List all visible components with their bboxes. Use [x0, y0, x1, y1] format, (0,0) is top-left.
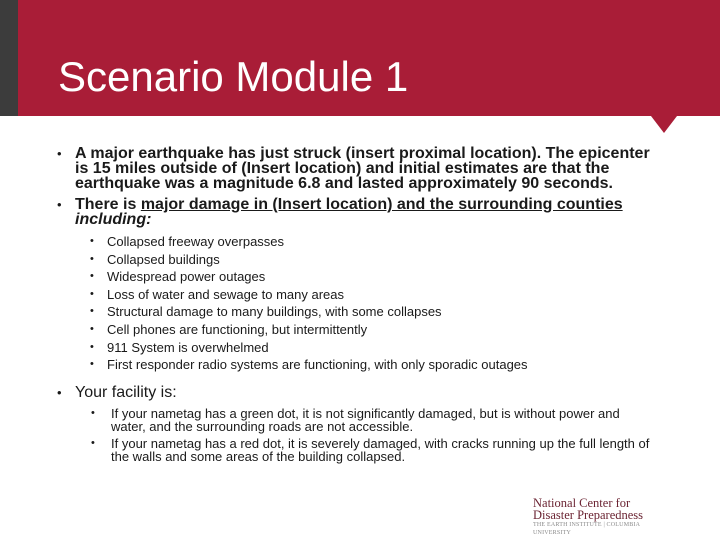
bullet-dot-icon: •	[90, 287, 94, 300]
ncdp-logo	[533, 497, 648, 537]
facility-list	[91, 405, 651, 464]
bullet-damage-text-a: There is	[75, 196, 141, 213]
bullet-dot-icon: •	[90, 252, 94, 265]
list-item: • Collapsed buildings	[90, 251, 220, 267]
list-item: • If your nametag has a red dot, it is severely damaged, with cracks running up the full length of the walls and some areas of the building collapsed.	[91, 435, 650, 464]
bullet-dot-icon: •	[90, 358, 94, 371]
bullet-damage-text-c: including:	[75, 211, 152, 228]
logo-line-2: Disaster Preparedness	[533, 508, 644, 522]
damage-list	[90, 233, 655, 374]
bullet-facility	[55, 384, 655, 402]
bullet-facility-text: Your facility is:	[75, 383, 177, 401]
bullet-dot-icon: •	[90, 270, 94, 283]
header-notch	[651, 116, 677, 133]
header-side-strip	[0, 0, 18, 116]
list-item: • Widespread power outages	[90, 269, 266, 285]
list-item: • Cell phones are functioning, but intermittently	[90, 321, 368, 337]
bullet-earthquake-text: A major earthquake has just struck (insert proximal location). The epicenter is 15 miles outside of (Insert location) and initial estimates are that the earthquake was a magnitude 6.8 and lasted approximately 90 seconds.	[75, 145, 650, 192]
bullet-dot-icon: •	[57, 384, 62, 400]
bullet-dot-icon: •	[90, 235, 94, 247]
logo-line-3: THE EARTH INSTITUTE | COLUMBIA UNIVERSITY	[533, 522, 640, 536]
list-item: • Collapsed freeway overpasses	[90, 234, 285, 249]
bullet-dot-icon: •	[57, 197, 62, 212]
list-item: • 911 System is overwhelmed	[90, 339, 269, 355]
bullet-dot-icon: •	[57, 146, 62, 161]
slide-title: Scenario Module 1	[58, 53, 409, 100]
bullet-dot-icon: •	[90, 305, 94, 318]
list-item: • Loss of water and sewage to many areas	[90, 286, 345, 302]
list-item: • First responder radio systems are functioning, with only sporadic outages	[90, 357, 528, 373]
bullet-earthquake	[55, 146, 655, 191]
bullet-damage-text-b: major damage in (Insert location) and the surrounding counties	[140, 196, 623, 213]
bullet-dot-icon: •	[91, 406, 95, 419]
bullet-damage	[55, 197, 655, 227]
slide-content	[55, 146, 655, 467]
bullet-dot-icon: •	[90, 340, 94, 353]
bullet-dot-icon: •	[91, 436, 95, 449]
bullet-dot-icon: •	[90, 322, 94, 335]
list-item: • If your nametag has a green dot, it is not significantly damaged, but is without power and water, and the surrounding roads are not accessible.	[91, 405, 620, 434]
logo-line-1: National Center for	[533, 496, 631, 510]
list-item: • Structural damage to many buildings, with some collapses	[90, 304, 442, 320]
